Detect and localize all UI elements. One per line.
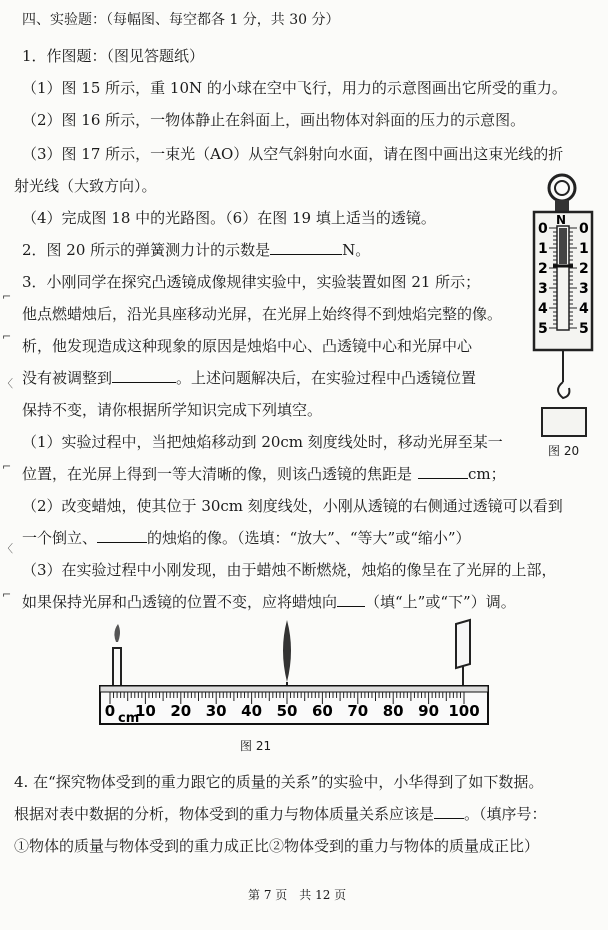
scale-label-left: 0 bbox=[538, 221, 548, 237]
q3-line4 bbox=[22, 368, 476, 388]
q3-sub1-line2 bbox=[22, 464, 506, 484]
margin-mark: ⌐ bbox=[2, 460, 12, 473]
scale-label-right: 4 bbox=[579, 301, 589, 317]
fig20-spring-scale bbox=[520, 170, 606, 460]
ruler-label: 80 bbox=[382, 702, 404, 720]
q2-text bbox=[22, 240, 370, 260]
q3-sub2-line1: （2）改变蜡烛，使其位于 30cm 刻度线处，小刚从透镜的右侧通过透镜可以看到 bbox=[22, 497, 563, 515]
q3-line5: 保持不变，请你根据所学知识完成下列填空。 bbox=[22, 401, 323, 419]
ruler-label: 10 bbox=[134, 702, 156, 720]
q4-blank[interactable] bbox=[434, 804, 464, 819]
q4-line3: ①物体的质量与物体受到的重力成正比②物体受到的重力与物体的质量成正比） bbox=[14, 837, 540, 855]
q3-sub3-b1: 如果保持光屏和凸透镜的位置不变，应将蜡烛向 bbox=[22, 593, 338, 611]
q2-before: 2．图 20 所示的弹簧测力计的示数是 bbox=[22, 241, 271, 259]
q1-part4: （4）完成图 18 中的光路图。（6）在图 19 填上适当的透镜。 bbox=[22, 209, 436, 227]
ruler-label: 100 bbox=[448, 702, 480, 720]
fig20-caption: 图 20 bbox=[548, 444, 580, 458]
q4-line1: 4. 在“探究物体受到的重力跟它的质量的关系”的实验中，小华得到了如下数据。 bbox=[14, 773, 544, 791]
margin-mark: 〈 bbox=[2, 377, 13, 390]
q3-sub3-b2: （填“上”或“下”）调。 bbox=[365, 593, 516, 611]
q3-blank-focal[interactable] bbox=[418, 464, 468, 479]
q2-after: N。 bbox=[342, 241, 371, 259]
q4-line2 bbox=[14, 804, 547, 824]
scale-label-right: 0 bbox=[579, 221, 589, 237]
light-screen-icon bbox=[456, 620, 470, 668]
convex-lens-icon bbox=[283, 620, 291, 682]
q3-line4-a: 没有被调整到 bbox=[22, 369, 113, 387]
fig21-unit: cm bbox=[118, 711, 140, 726]
candle-icon bbox=[113, 648, 121, 686]
q1-part2: （2）图 16 所示，一物体静止在斜面上，画出物体对斜面的压力的示意图。 bbox=[22, 111, 526, 129]
scale-label-right: 5 bbox=[579, 321, 589, 337]
ruler-label: 0 bbox=[104, 702, 116, 720]
scale-label-right: 2 bbox=[579, 261, 589, 277]
q1-title: 1．作图题：（图见答题纸） bbox=[22, 47, 205, 65]
scale-label-left: 2 bbox=[538, 261, 548, 277]
page-footer: 第 7 页 共 12 页 bbox=[248, 888, 347, 902]
q3-line2: 他点燃蜡烛后，沿光具座移动光屏，在光屏上始终得不到烛焰完整的像。 bbox=[22, 305, 503, 323]
ruler-label: 20 bbox=[170, 702, 192, 720]
q3-sub1-c: cm； bbox=[468, 465, 506, 483]
ruler-label: 30 bbox=[205, 702, 227, 720]
q4-line2-b: 。（填序号： bbox=[464, 805, 547, 823]
ruler-label: 60 bbox=[311, 702, 333, 720]
ruler-label: 50 bbox=[276, 702, 298, 720]
ruler-label: 70 bbox=[347, 702, 369, 720]
q3-sub2-b1: 一个倒立、 bbox=[22, 529, 98, 547]
q3-line3: 析，他发现造成这种现象的原因是烛焰中心、凸透镜中心和光屏中心 bbox=[22, 337, 473, 355]
q3-blank-direction[interactable] bbox=[337, 592, 365, 607]
fig20-unit: N bbox=[556, 213, 567, 227]
q3-line1: 3．小刚同学在探究凸透镜成像规律实验中，实验装置如图 21 所示； bbox=[22, 273, 481, 291]
margin-mark: ⌐ bbox=[2, 330, 12, 343]
q4-line2-a: 根据对表中数据的分析，物体受到的重力与物体质量关系应该是 bbox=[14, 805, 435, 823]
q1-part3-line2: 射光线（大致方向）。 bbox=[14, 177, 157, 195]
ruler-label: 40 bbox=[241, 702, 263, 720]
fig21-caption: 图 21 bbox=[240, 739, 272, 753]
scale-label-left: 1 bbox=[538, 241, 548, 257]
section-heading: 四、实验题：（每幅图、每空都各 1 分，共 30 分） bbox=[22, 12, 340, 28]
margin-mark: ⌐ bbox=[2, 290, 12, 303]
scale-label-right: 1 bbox=[579, 241, 589, 257]
scale-label-left: 5 bbox=[538, 321, 548, 337]
candle-flame-icon bbox=[114, 624, 120, 642]
margin-mark: 〈 bbox=[2, 542, 13, 555]
scale-label-left: 3 bbox=[538, 281, 548, 297]
q3-blank-height[interactable] bbox=[112, 368, 176, 383]
q3-sub2-line2 bbox=[22, 528, 471, 548]
q3-sub1-b: 位置，在光屏上得到一等大清晰的像，则该凸透镜的焦距是 bbox=[22, 465, 413, 483]
scale-label-left: 4 bbox=[538, 301, 548, 317]
q3-sub2-b2: 的烛焰的像。（选填：“放大”、“等大”或“缩小”） bbox=[147, 529, 471, 547]
margin-mark: ⌐ bbox=[2, 588, 12, 601]
q3-blank-image[interactable] bbox=[97, 528, 147, 543]
q3-sub3-line1: （3）在实验过程中小刚发现，由于蜡烛不断燃烧，烛焰的像呈在了光屏的上部， bbox=[22, 561, 557, 579]
fig21-optical-bench bbox=[96, 612, 496, 726]
q2-blank[interactable] bbox=[270, 240, 342, 255]
q1-part3-line1: （3）图 17 所示，一束光（AO）从空气斜射向水面，请在图中画出这束光线的折 bbox=[22, 145, 564, 163]
q3-sub1-line1: （1）实验过程中，当把烛焰移动到 20cm 刻度线处时，移动光屏至某一 bbox=[22, 433, 503, 451]
q1-part1: （1）图 15 所示，重 10N 的小球在空中飞行，用力的示意图画出它所受的重力。 bbox=[22, 79, 567, 97]
ruler-label: 90 bbox=[418, 702, 440, 720]
q3-line4-b: 。上述问题解决后，在实验过程中凸透镜位置 bbox=[176, 369, 477, 387]
scale-label-right: 3 bbox=[579, 281, 589, 297]
q3-sub3-line2 bbox=[22, 592, 516, 612]
